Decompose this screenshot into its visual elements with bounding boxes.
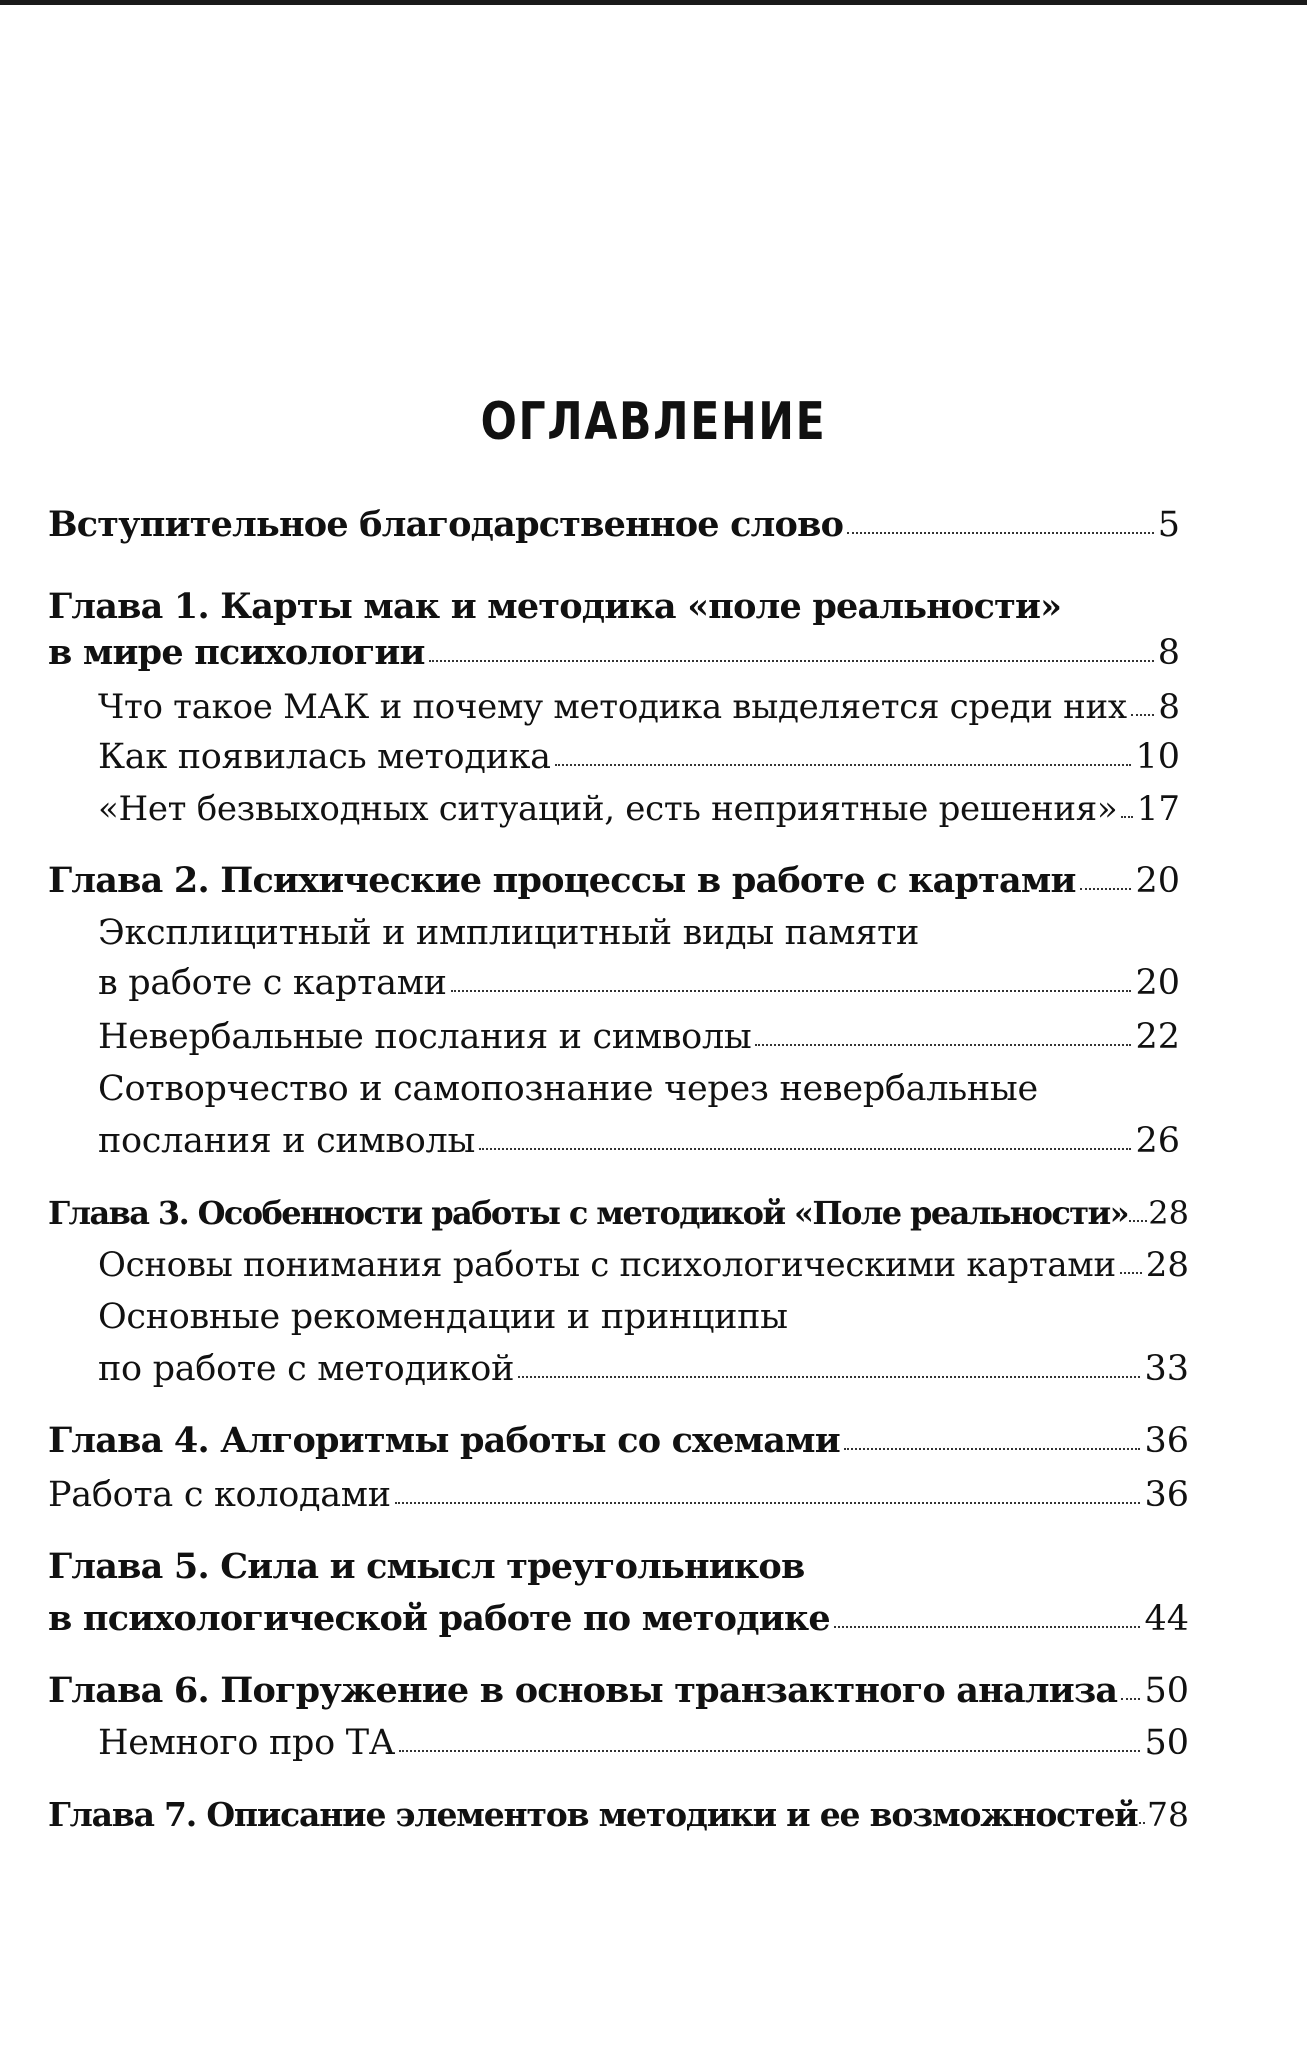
toc-entry-page: 8 xyxy=(1158,687,1180,727)
leader-dots xyxy=(755,1042,1131,1046)
leader-dots xyxy=(1120,1270,1142,1274)
toc-entry-page: 26 xyxy=(1135,1121,1180,1161)
toc-entry-chapter-3[interactable] xyxy=(48,1190,1189,1236)
toc-entry-chapter-4[interactable] xyxy=(48,1418,1189,1464)
toc-entry-chapter-2[interactable] xyxy=(48,858,1180,904)
leader-dots xyxy=(1121,814,1132,818)
toc-entry-chapter-5[interactable] xyxy=(48,1596,1189,1642)
leader-dots xyxy=(1139,1820,1145,1824)
toc-entry-line1: Сотворчество и самопознание через невербальные xyxy=(98,1069,1038,1109)
toc-entry-title: Основы понимания работы с психологическими картами xyxy=(98,1245,1116,1285)
toc-entry-title: Вступительное благодарственное слово xyxy=(48,504,844,545)
toc-entry-page: 20 xyxy=(1135,861,1180,901)
toc-entry-page: 33 xyxy=(1144,1349,1189,1389)
toc-entry-section[interactable] xyxy=(98,1346,1189,1392)
toc-entry-title: Глава 3. Особенности работы с методикой «Поле реальности» xyxy=(48,1194,1129,1232)
toc-entry-title: послания и символы xyxy=(98,1121,476,1161)
toc-entry-section[interactable] xyxy=(98,960,1180,1006)
toc-entry-page: 50 xyxy=(1144,1671,1189,1711)
toc-entry-page: 28 xyxy=(1148,1194,1189,1232)
toc-entry-title: Глава 6. Погружение в основы транзактного анализа xyxy=(48,1670,1118,1711)
toc-entry-section[interactable] xyxy=(98,1720,1189,1766)
toc-entry-title: Глава 4. Алгоритмы работы со схемами xyxy=(48,1420,840,1461)
toc-entry-section[interactable] xyxy=(98,1118,1180,1164)
toc-entry-title: в мире психологии xyxy=(48,632,425,673)
toc-entry-title: «Нет безвыходных ситуаций, есть неприятные решения» xyxy=(98,789,1118,829)
leader-dots xyxy=(399,1748,1140,1752)
toc-entry-section[interactable] xyxy=(98,1014,1180,1060)
leader-dots xyxy=(1131,712,1155,716)
toc-entry-page: 78 xyxy=(1147,1795,1189,1834)
toc-entry-intro[interactable] xyxy=(48,502,1180,548)
toc-entry-page: 44 xyxy=(1144,1599,1189,1639)
leader-dots xyxy=(555,762,1132,766)
toc-entry-title: Работа с колодами xyxy=(48,1475,391,1515)
top-edge-rule xyxy=(0,0,1307,5)
leader-dots xyxy=(1121,1696,1140,1700)
toc-entry-page: 36 xyxy=(1144,1475,1189,1515)
leader-dots xyxy=(518,1374,1140,1378)
toc-entry-section[interactable] xyxy=(98,786,1180,832)
page-title: ОГЛАВЛЕНИЕ xyxy=(480,392,827,452)
toc-entry-title: Как появилась методика xyxy=(98,737,551,777)
leader-dots xyxy=(479,1146,1131,1150)
leader-dots xyxy=(1129,1218,1147,1222)
toc-entry-title: Глава 2. Психические процессы в работе с картами xyxy=(48,860,1076,901)
toc-entry-page: 10 xyxy=(1135,737,1180,777)
toc-entry-section[interactable] xyxy=(98,684,1180,730)
toc-entry-title: Глава 7. Описание элементов методики и ее возможностей xyxy=(48,1795,1138,1834)
toc-entry-title: Что такое МАК и почему методика выделяется среди них xyxy=(98,687,1127,727)
toc-entry-page: 5 xyxy=(1157,505,1180,545)
toc-entry-page: 8 xyxy=(1157,633,1180,673)
toc-entry-line1: Глава 1. Карты мак и методика «поле реальности» xyxy=(48,586,1062,627)
toc-entry-chapter-7[interactable] xyxy=(48,1792,1189,1838)
leader-dots xyxy=(395,1500,1141,1504)
toc-entry-page: 50 xyxy=(1144,1723,1189,1763)
toc-entry-title: в психологической работе по методике xyxy=(48,1598,830,1639)
toc-entry-title: Немного про ТА xyxy=(98,1723,395,1763)
toc-entry-page: 22 xyxy=(1135,1017,1180,1057)
toc-entry-line1: Эксплицитный и имплицитный виды памяти xyxy=(98,913,920,953)
toc-entry-page: 20 xyxy=(1135,963,1180,1003)
toc-entry-title: по работе с методикой xyxy=(98,1349,515,1389)
toc-entry-line1: Глава 5. Сила и смысл треугольников xyxy=(48,1546,805,1587)
toc-entry-page: 36 xyxy=(1144,1421,1189,1461)
toc-entry-line1: Основные рекомендации и принципы xyxy=(98,1297,788,1337)
toc-entry-title: Невербальные послания и символы xyxy=(98,1017,752,1057)
toc-entry-title: в работе с картами xyxy=(98,963,447,1003)
toc-entry-chapter-6[interactable] xyxy=(48,1668,1189,1714)
leader-dots xyxy=(847,530,1154,534)
leader-dots xyxy=(429,658,1154,662)
leader-dots xyxy=(844,1446,1141,1450)
toc-entry-section[interactable] xyxy=(48,1472,1189,1518)
toc-entry-section[interactable] xyxy=(98,734,1180,780)
leader-dots xyxy=(451,988,1132,992)
toc-entry-page: 28 xyxy=(1145,1245,1189,1285)
toc-entry-page: 17 xyxy=(1136,789,1180,829)
leader-dots xyxy=(834,1624,1141,1628)
leader-dots xyxy=(1080,886,1132,890)
toc-entry-chapter-1[interactable] xyxy=(48,630,1180,676)
toc-entry-section[interactable] xyxy=(98,1242,1189,1288)
